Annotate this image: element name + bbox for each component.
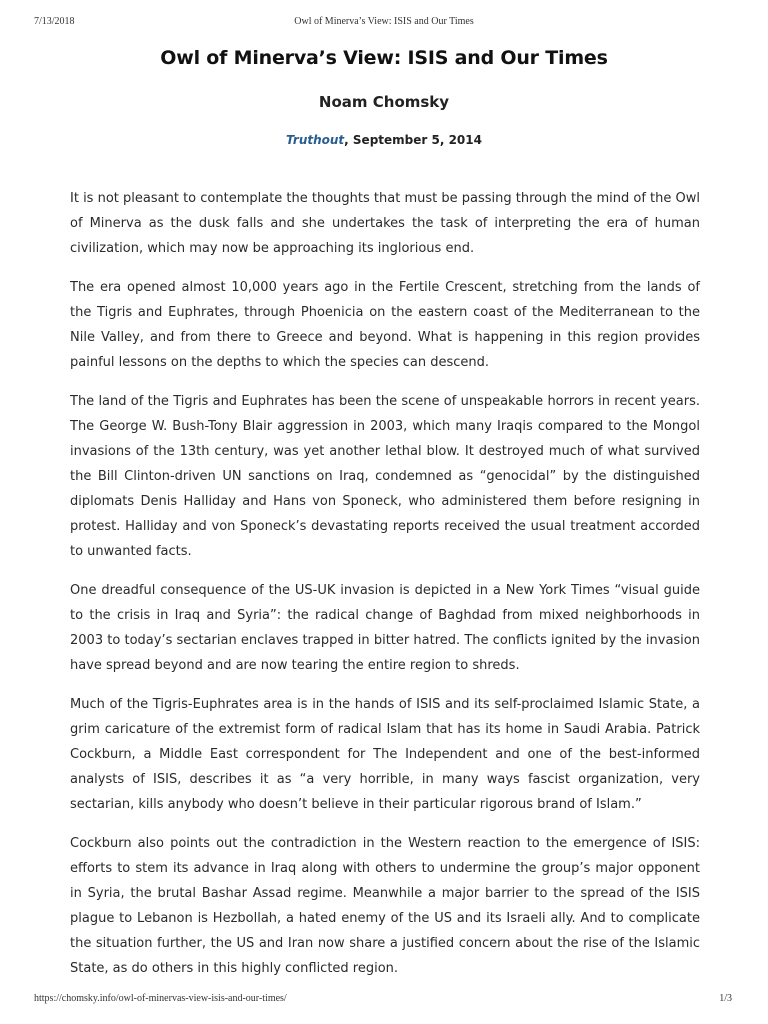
print-date: 7/13/2018: [34, 16, 75, 27]
publication-link[interactable]: Truthout: [286, 133, 345, 147]
print-page-number: 1/3: [719, 993, 732, 1004]
paragraph: It is not pleasant to contemplate the thoughts that must be passing through the mind of the Owl of Minerva as the dusk falls and she undertakes the task of interpreting the era of human civilization, which may now be approaching its inglorious end.: [70, 191, 700, 256]
print-page-title: Owl of Minerva’s View: ISIS and Our Times: [294, 16, 474, 27]
print-header: [0, 16, 768, 30]
article-source: [0, 133, 768, 147]
paragraph: The era opened almost 10,000 years ago in the Fertile Crescent, stretching from the lands of the Tigris and Euphrates, through Phoenicia on the eastern coast of the Mediterranean to the Nile Valley, and from there to Greece and beyond. What is happening in this region provides painful lessons on the depths to which the species can descend.: [70, 280, 700, 370]
article-title: Owl of Minerva’s View: ISIS and Our Times: [160, 47, 608, 69]
print-url: https://chomsky.info/owl-of-minervas-view-isis-and-our-times/: [34, 993, 287, 1004]
paragraph: Much of the Tigris-Euphrates area is in the hands of ISIS and its self-proclaimed Islamic State, a grim caricature of the extremist form of radical Islam that has its home in Saudi Arabia. Patrick Cockburn, a Middle East correspondent for The Independent and one of the best-informed analysts of ISIS, describes it as “a very horrible, in many ways fascist organization, very sectarian, kills anybody who doesn’t believe in their particular rigorous brand of Islam.”: [70, 697, 700, 812]
publication-date: , September 5, 2014: [344, 133, 482, 147]
article-author: Noam Chomsky: [318, 93, 450, 111]
paragraph: One dreadful consequence of the US-UK invasion is depicted in a New York Times “visual guide to the crisis in Iraq and Syria”: the radical change of Baghdad from mixed neighborhoods in 2003 to today’s sectarian enclaves trapped in bitter hatred. The conflicts ignited by the invasion have spread beyond and are now tearing the entire region to shreds.: [70, 583, 700, 673]
print-footer: [0, 993, 768, 1007]
article-body: [70, 186, 700, 995]
paragraph: The land of the Tigris and Euphrates has been the scene of unspeakable horrors in recent years. The George W. Bush-Tony Blair aggression in 2003, which many Iraqis compared to the Mongol invasions of the 13th century, was yet another lethal blow. It destroyed much of what survived the Bill Clinton-driven UN sanctions on Iraq, condemned as “genocidal” by the distinguished diplomats Denis Halliday and Hans von Sponeck, who administered them before resigning in protest. Halliday and von Sponeck’s devastating reports received the usual treatment accorded to unwanted facts.: [70, 394, 700, 559]
paragraph: Cockburn also points out the contradiction in the Western reaction to the emergence of ISIS: efforts to stem its advance in Iraq along with others to undermine the group’s major opponent in Syria, the brutal Bashar Assad regime. Meanwhile a major barrier to the spread of the ISIS plague to Lebanon is Hezbollah, a hated enemy of the US and its Israeli ally. And to complicate the situation further, the US and Iran now share a justified concern about the rise of the Islamic State, as do others in this highly conflicted region.: [70, 836, 700, 976]
